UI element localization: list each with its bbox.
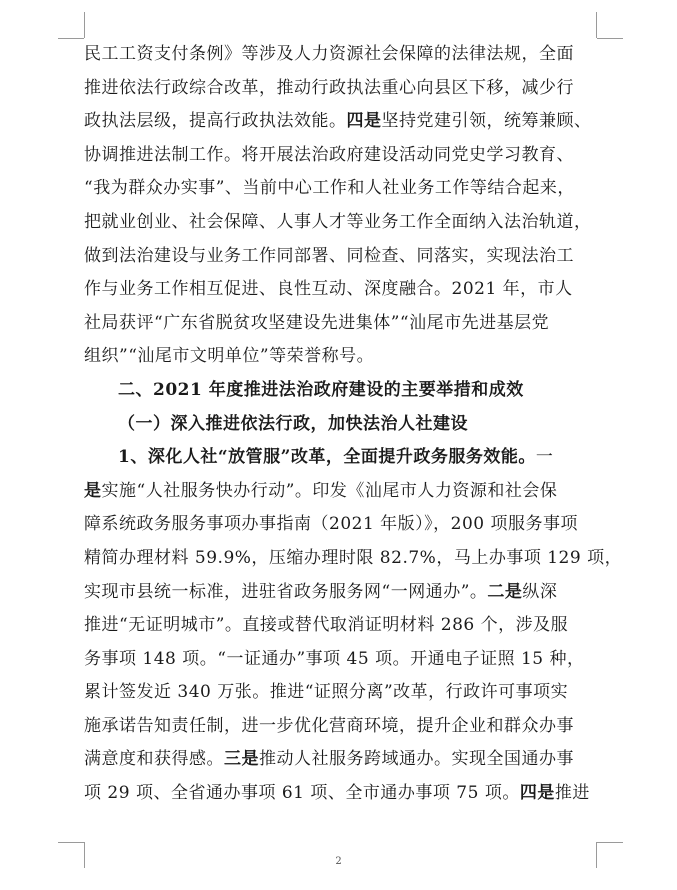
page-number: 2 — [335, 856, 342, 867]
text-line: 推进依法行政综合改革，推动行政执法重心向县区下移，减少行 — [84, 77, 574, 98]
text-fragment: 一 — [535, 447, 554, 468]
bold-marker: 二是 — [487, 581, 523, 602]
text-fragment: 政执法层级，提高行政执法效能。 — [84, 111, 347, 132]
text-fragment: 推进 — [554, 783, 590, 804]
text-line — [84, 105, 596, 139]
text-line — [84, 743, 596, 777]
text-line: 推进“无证明城市”。直接或替代取消证明材料 286 个，涉及服 — [84, 615, 569, 636]
text-line — [84, 576, 596, 610]
text-line: 协调推进法制工作。将开展法治政府建设活动同党史学习教育、 — [84, 144, 574, 165]
text-line — [84, 475, 596, 509]
text-line — [84, 777, 596, 811]
bold-marker: 四是 — [519, 783, 555, 804]
text-line: 务事项 148 项。“一证通办”事项 45 项。开通电子证照 15 种， — [84, 648, 585, 669]
bold-marker: 是 — [84, 480, 102, 501]
text-line: “我为群众办实事”、当前中心工作和人社业务工作等结合起来， — [84, 178, 575, 199]
text-line: 精简办理材料 59.9%，压缩办理时限 82.7%，马上办事项 129 项， — [84, 547, 623, 568]
text-fragment: 实现市县统一标准，进驻省政务服务网“一网通办”。 — [84, 581, 488, 602]
text-line: 做到法治建设与业务工作同部署、同检查、同落实，实现法治工 — [84, 245, 574, 266]
crop-mark-bottom-right-h — [597, 842, 623, 843]
text-line: 施承诺告知责任制，进一步优化营商环境，提升企业和群众办事 — [84, 715, 574, 736]
bold-marker: 三是 — [224, 749, 259, 770]
crop-mark-top-right-v — [596, 12, 597, 38]
text-line: 社局获评“广东省脱贫攻坚建设先进集体”“汕尾市先进基层党 — [84, 312, 550, 333]
text-fragment: 坚持党建引领，统筹兼顾、 — [381, 111, 592, 132]
item-heading: 1、深化人社“放管服”改革，全面提升政务服务效能。 — [118, 447, 536, 468]
text-line: 累计签发近 340 万张。推进“证照分离”改革，行政许可事项实 — [84, 682, 569, 703]
text-fragment: 推动人社服务跨域通办。实现全国通办事 — [259, 749, 574, 770]
crop-mark-top-right-h — [597, 38, 623, 39]
crop-mark-top-left-h — [58, 38, 84, 39]
text-line: 障系统政务服务事项办事指南（2021 年版）》，200 项服务事项 — [84, 514, 579, 535]
text-line: 把就业创业、社会保障、人事人才等业务工作全面纳入法治轨道， — [84, 211, 592, 232]
crop-mark-top-left-v — [84, 12, 85, 38]
text-line: 民工工资支付条例》等涉及人力资源社会保障的法律法规，全面 — [84, 44, 574, 64]
bold-marker: 四是 — [346, 111, 382, 132]
text-line: 作与业务工作相互促进、良性互动、深度融合。2021 年，市人 — [84, 279, 573, 300]
subsection-heading: （一）深入推进依法行政，加快法治人社建设 — [118, 413, 468, 434]
text-line: 组织”“汕尾市文明单位”等荣誉称号。 — [84, 346, 375, 367]
text-fragment: 实施“人社服务快办行动”。印发《汕尾市人力资源和社会保 — [101, 480, 558, 501]
crop-mark-bottom-left-h — [58, 842, 84, 843]
text-fragment: 纵深 — [522, 581, 558, 602]
document-body — [84, 38, 623, 811]
text-fragment: 满意度和获得感。 — [84, 749, 224, 770]
section-heading: 二、2021 年度推进法治政府建设的主要举措和成效 — [118, 379, 524, 400]
text-fragment: 项 29 项、全省通办事项 61 项、全市通办事项 75 项。 — [84, 783, 520, 804]
text-line — [84, 441, 596, 475]
